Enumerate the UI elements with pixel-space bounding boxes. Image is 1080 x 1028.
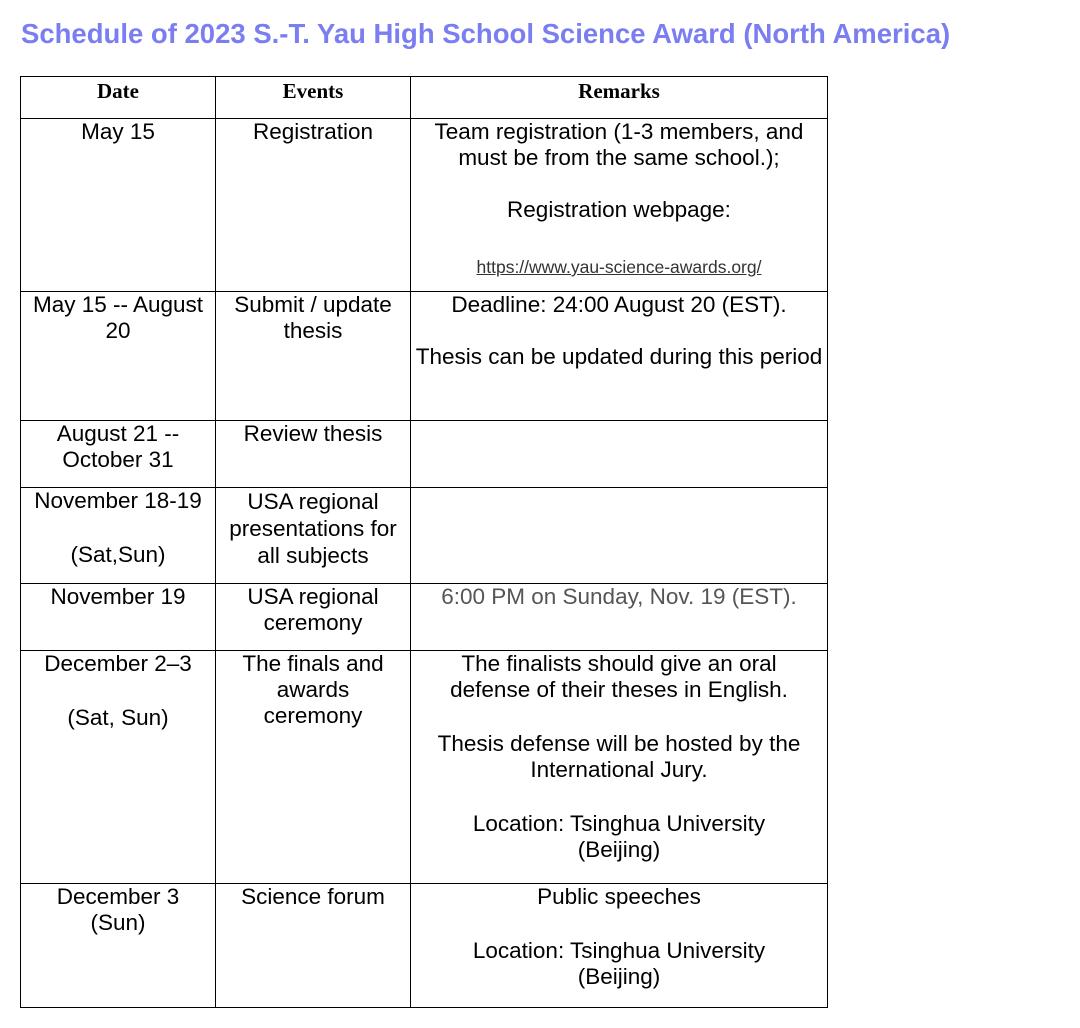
page-title: Schedule of 2023 S.-T. Yau High School Science Award (North America) bbox=[21, 18, 951, 49]
event-text: Review thesis bbox=[243, 421, 383, 446]
date-cell bbox=[21, 292, 216, 421]
table-row bbox=[21, 292, 828, 421]
remark-text: Registration webpage: bbox=[507, 197, 731, 222]
registration-link[interactable]: https://www.yau-science-awards.org/ bbox=[476, 257, 762, 277]
schedule-table bbox=[20, 76, 828, 1008]
remarks-cell bbox=[411, 884, 828, 1008]
remarks-cell bbox=[411, 421, 828, 488]
date-text: May 15 bbox=[81, 119, 155, 144]
remark-text: Team registration (1-3 members, and must be from the same school.); bbox=[434, 119, 804, 170]
table-row bbox=[21, 651, 828, 884]
date-cell bbox=[21, 884, 216, 1008]
date-text: (Sat, Sun) bbox=[67, 705, 169, 730]
event-text: The finals and awards ceremony bbox=[242, 651, 384, 728]
event-cell bbox=[216, 584, 411, 651]
date-text: (Sat,Sun) bbox=[70, 542, 166, 567]
table-row bbox=[21, 488, 828, 584]
event-text: Submit / update thesis bbox=[234, 292, 392, 343]
date-cell bbox=[21, 584, 216, 651]
date-cell bbox=[21, 488, 216, 584]
remark-text: Public speeches bbox=[537, 884, 701, 909]
remark-text: The finalists should give an oral defense of their theses in English. bbox=[450, 651, 788, 702]
table-row bbox=[21, 119, 828, 292]
event-cell bbox=[216, 488, 411, 584]
date-cell bbox=[21, 651, 216, 884]
event-text: Science forum bbox=[241, 884, 385, 909]
remarks-cell bbox=[411, 119, 828, 292]
column-header-date: Date bbox=[21, 77, 216, 119]
date-text: November 19 bbox=[50, 584, 186, 609]
event-cell bbox=[216, 421, 411, 488]
date-cell bbox=[21, 421, 216, 488]
date-cell bbox=[21, 119, 216, 292]
table-row bbox=[21, 421, 828, 488]
event-cell bbox=[216, 884, 411, 1008]
table-row bbox=[21, 584, 828, 651]
column-header-events: Events bbox=[216, 77, 411, 119]
event-cell bbox=[216, 651, 411, 884]
remarks-cell bbox=[411, 651, 828, 884]
table-row bbox=[21, 884, 828, 1008]
event-cell bbox=[216, 292, 411, 421]
date-text: December 2–3 bbox=[44, 651, 192, 676]
remark-text: Location: Tsinghua University (Beijing) bbox=[472, 811, 766, 862]
remark-text: Deadline: 24:00 August 20 (EST). bbox=[451, 292, 787, 317]
remarks-cell bbox=[411, 488, 828, 584]
date-text: December 3 (Sun) bbox=[56, 884, 180, 935]
table-header-row bbox=[21, 77, 828, 119]
date-text: May 15 -- August 20 bbox=[32, 292, 204, 343]
event-text: Registration bbox=[252, 119, 374, 144]
event-text: USA regional presentations for all subjects bbox=[229, 489, 397, 568]
date-text: November 18-19 bbox=[34, 488, 202, 513]
remark-text: 6:00 PM on Sunday, Nov. 19 (EST). bbox=[441, 584, 797, 609]
date-text: August 21 -- October 31 bbox=[56, 421, 180, 472]
event-cell bbox=[216, 119, 411, 292]
remarks-cell bbox=[411, 292, 828, 421]
event-text: USA regional ceremony bbox=[247, 584, 379, 635]
remarks-cell bbox=[411, 584, 828, 651]
remark-text: Thesis can be updated during this period bbox=[415, 344, 823, 369]
remark-text: Thesis defense will be hosted by the International Jury. bbox=[437, 731, 801, 782]
remark-text: Location: Tsinghua University (Beijing) bbox=[472, 938, 766, 989]
column-header-remarks: Remarks bbox=[411, 77, 828, 119]
